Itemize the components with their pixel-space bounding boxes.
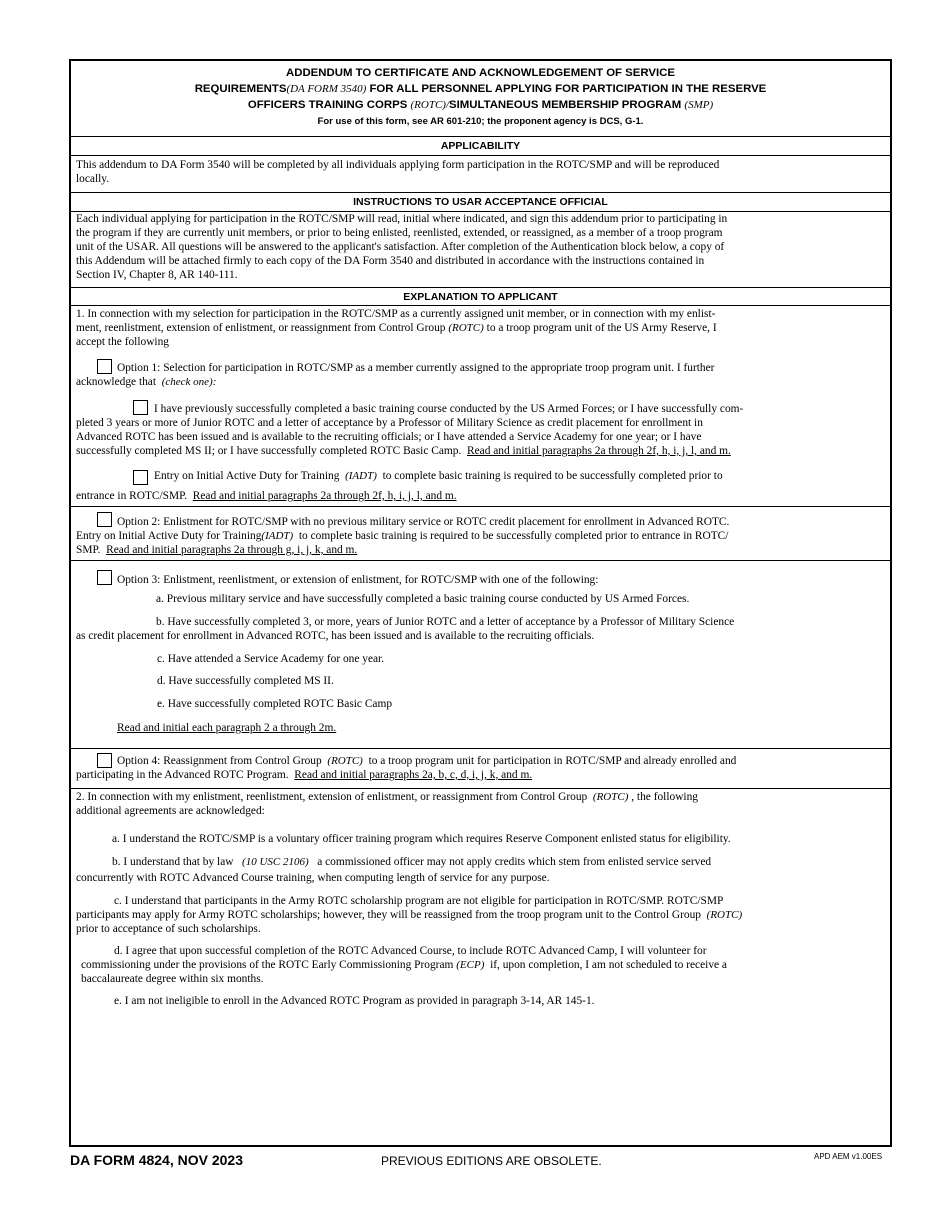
option2-line: SMP. Read and initial paragraphs 2a through g, i, j, k, and m. <box>76 544 358 556</box>
divider <box>71 506 890 507</box>
option3-read-initial: Read and initial each paragraph 2 a through 2m. <box>117 722 337 734</box>
divider <box>71 305 890 306</box>
divider <box>71 287 890 288</box>
applicability-line: locally. <box>76 173 110 185</box>
divider <box>71 788 890 789</box>
para2-item-a: a. I understand the ROTC/SMP is a voluntary officer training program which requires Reserve Component enlisted status for eligibility. <box>112 833 731 845</box>
option3-item-c: c. Have attended a Service Academy for one year. <box>157 653 385 665</box>
option3-line: Option 3: Enlistment, reenlistment, or extension of enlistment, for ROTC/SMP with one of the following: <box>117 574 599 586</box>
option1-line: acknowledge that (check one): <box>76 376 217 388</box>
para2-item-c: prior to acceptance of such scholarships. <box>76 923 261 935</box>
option3-item-d: d. Have successfully completed MS II. <box>157 675 334 687</box>
divider <box>71 748 890 749</box>
obsolete-notice: PREVIOUS EDITIONS ARE OBSOLETE. <box>381 1154 602 1168</box>
para2-item-d: baccalaureate degree within six months. <box>81 973 264 985</box>
applicability-line: This addendum to DA Form 3540 will be completed by all individuals applying form participation in the ROTC/SMP and will be reproduced <box>76 159 720 171</box>
instructions-line: Each individual applying for participation in the ROTC/SMP will read, initial where indicated, and sign this addendum prior to participating in <box>76 213 728 225</box>
option4-line: participating in the Advanced ROTC Program. Read and initial paragraphs 2a, b, c, d, i, j, k, and m. <box>76 769 533 781</box>
para2-item-d: d. I agree that upon successful completion of the ROTC Advanced Course, to include ROTC Advanced Camp, I will volunteer for <box>114 945 707 957</box>
instructions-line: Section IV, Chapter 8, AR 140-111. <box>76 269 238 281</box>
para1-line: ment, reenlistment, extension of enlistment, or reassignment from Control Group (ROTC) to a troop program unit of the US Army Reserve, I <box>76 322 717 334</box>
divider <box>71 560 890 561</box>
explanation-title: EXPLANATION TO APPLICANT <box>403 291 558 303</box>
instructions-title: INSTRUCTIONS TO USAR ACCEPTANCE OFFICIAL <box>353 196 608 208</box>
option2-line: Entry on Initial Active Duty for Training(IADT) to complete basic training is required to be successfully completed prior to entrance in ROTC/ <box>76 530 729 542</box>
divider <box>71 192 890 193</box>
para2-item-b: concurrently with ROTC Advanced Course training, when computing length of service for any purpose. <box>76 872 550 884</box>
instructions-line: this Addendum will be attached firmly to each copy of the DA Form 3540 and distributed in accordance with the instructions contained in <box>76 255 705 267</box>
option1b-checkbox[interactable] <box>133 470 148 485</box>
option1a-checkbox[interactable] <box>133 400 148 415</box>
instructions-line: unit of the USAR. All questions will be answered to the applicant's satisfaction. After completion of the Authentication block below, a copy of <box>76 241 725 253</box>
option1a-line: Advanced ROTC has been issued and is available to the recruiting officials; or I have attended a Service Academy for one year; or I have <box>76 431 702 443</box>
option4-line: Option 4: Reassignment from Control Group (ROTC) to a troop program unit for participation in ROTC/SMP and already enrolled and <box>117 755 737 767</box>
option1b-line: entrance in ROTC/SMP. Read and initial paragraphs 2a through 2f, h, i, j, l, and m. <box>76 490 457 502</box>
option1a-line: pleted 3 years or more of Junior ROTC and a letter of acceptance by a Professor of Military Science as credit placement for enrollment in <box>76 417 703 429</box>
option4-checkbox[interactable] <box>97 753 112 768</box>
option3-checkbox[interactable] <box>97 570 112 585</box>
option1-checkbox[interactable] <box>97 359 112 374</box>
para2-item-e: e. I am not ineligible to enroll in the Advanced ROTC Program as provided in paragraph 3-14, AR 145-1. <box>114 995 595 1007</box>
form-frame <box>69 59 892 1147</box>
option2-checkbox[interactable] <box>97 512 112 527</box>
para2-item-d: commissioning under the provisions of the ROTC Early Commissioning Program (ECP) if, upon completion, I am not scheduled to receive a <box>81 959 727 971</box>
applicability-title: APPLICABILITY <box>440 140 521 152</box>
option1a-line: I have previously successfully completed a basic training course conducted by the US Armed Forces; or I have successfully com- <box>154 403 744 415</box>
para2-item-c: c. I understand that participants in the Army ROTC scholarship program are not eligible for participation in ROTC/SMP. ROTC/SMP <box>114 895 724 907</box>
option1-line: Option 1: Selection for participation in ROTC/SMP as a member currently assigned to the appropriate troop program unit. I further <box>117 362 715 374</box>
para2-line: 2. In connection with my enlistment, reenlistment, extension of enlistment, or reassignment from Control Group (ROTC) , the following <box>76 791 698 803</box>
divider <box>71 155 890 156</box>
para2-item-b: b. I understand that by law (10 USC 2106) a commissioned officer may not apply credits which stem from enlisted service served <box>112 856 712 868</box>
para1-line: 1. In connection with my selection for participation in the ROTC/SMP as a currently assigned unit member, or in connection with my enlist- <box>76 308 716 320</box>
version-label: APD AEM v1.00ES <box>814 1152 883 1161</box>
option3-item-b: b. Have successfully completed 3, or more, years of Junior ROTC and a letter of acceptance by a Professor of Military Science <box>156 616 735 628</box>
form-title-line2: REQUIREMENTS(DA FORM 3540) FOR ALL PERSONNEL APPLYING FOR PARTICIPATION IN THE RESERVE <box>194 83 767 95</box>
para2-line: additional agreements are acknowledged: <box>76 805 265 817</box>
instructions-line: the program if they are currently unit members, or prior to being enlisted, reenlisted, extended, or reassigned, as a member of a troop program <box>76 227 723 239</box>
form-number: DA FORM 4824, NOV 2023 <box>70 1152 243 1168</box>
form-title-line3: OFFICERS TRAINING CORPS (ROTC)/SIMULTANEOUS MEMBERSHIP PROGRAM (SMP) <box>247 99 714 111</box>
option2-line: Option 2: Enlistment for ROTC/SMP with no previous military service or ROTC credit placement for enrollment in Advanced ROTC. <box>117 516 730 528</box>
option3-item-e: e. Have successfully completed ROTC Basic Camp <box>157 698 393 710</box>
option1b-line: Entry on Initial Active Duty for Training (IADT) to complete basic training is required to be successfully completed prior to <box>154 470 723 482</box>
para1-line: accept the following <box>76 336 169 348</box>
option1a-line: successfully completed MS II; or I have successfully completed ROTC Basic Camp. Read and initial paragraphs 2a through 2f, h, i, j, l, and m. <box>76 445 731 457</box>
para2-item-c: participants may apply for Army ROTC scholarships; however, they will be reassigned from the troop program unit to the Control Group (ROTC) <box>76 909 743 921</box>
divider <box>71 136 890 137</box>
proponent-note: For use of this form, see AR 601-210; the proponent agency is DCS, G-1. <box>317 116 644 127</box>
form-title-line1: ADDENDUM TO CERTIFICATE AND ACKNOWLEDGEMENT OF SERVICE <box>286 67 675 79</box>
option3-item-a: a. Previous military service and have successfully completed a basic training course conducted by US Armed Forces. <box>156 593 690 605</box>
option3-item-b: as credit placement for enrollment in Advanced ROTC, has been issued and is available to the recruiting officials. <box>76 630 595 642</box>
